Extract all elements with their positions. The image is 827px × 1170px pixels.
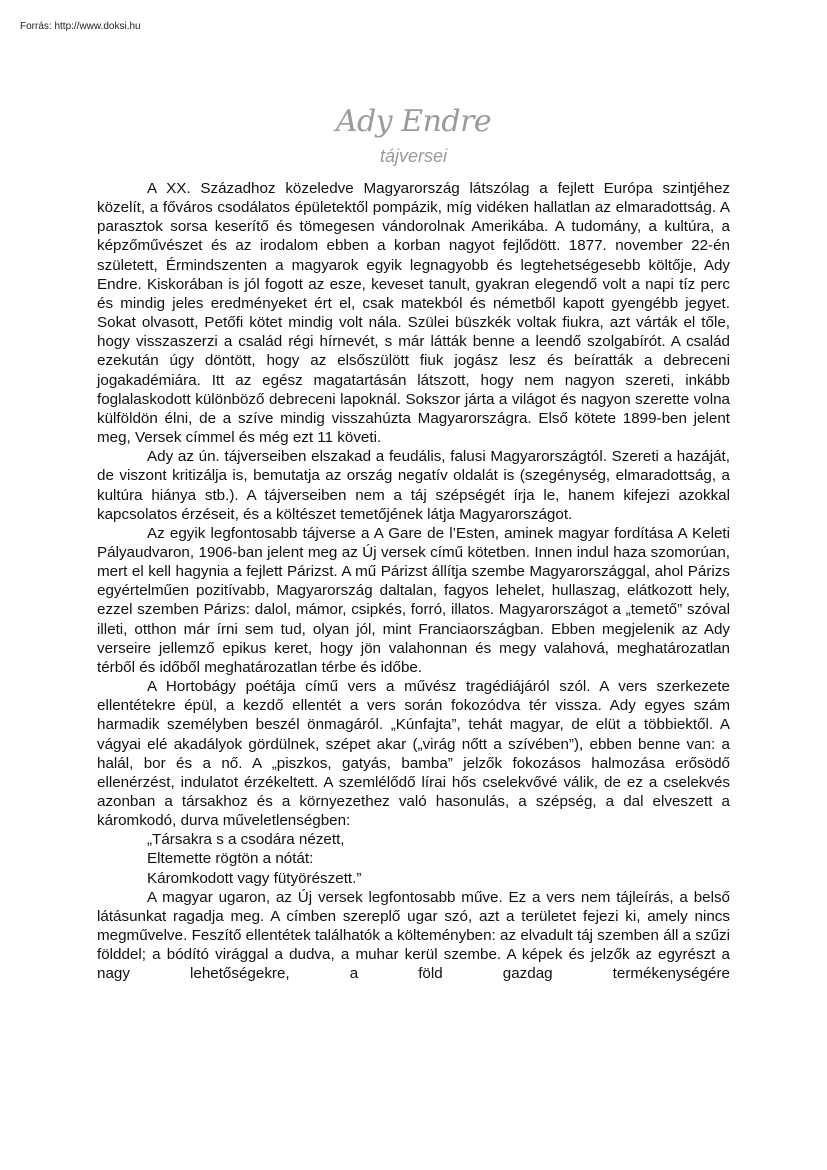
poem-quote	[97, 830, 730, 887]
paragraph-gare-de-lest: Az egyik legfontosabb tájverse a A Gare de l’Esten, aminek magyar fordítása A Keleti Pályaudvaron, 1906-ban jelent meg az Új versek című kötetben. Innen indul haza szomorúan, mert el kell hagynia a fejlett Párizst. A mű Párizst állítja szembe Magyarországgal, ahol Párizs egyértelműen pozitívabb, Magyarország daltalan, fagyos lehelet, hullaszag, elátkozott hely, ezzel szemben Párizs: dalol, mámor, csipkés, forró, illatos. Magyarországot a „temető” szóval illeti, otthon már írni sem tud, olyan jól, mint Franciaországban. Ebben megjelenik az Ady verseire jellemző epikus keret, hogy jön valahonnan és megy valahová, meghatározatlan térből és időből meghatározatlan térbe és időbe.	[97, 524, 730, 676]
paragraph-hortobagy: A Hortobágy poétája című vers a művész tragédiájáról szól. A vers szerkezete ellentétekre épül, a kezdő ellentét a vers során fokozódva tér vissza. Ady egyes szám harmadik személyben beszél önmagáról. „Kúnfajta”, tehát magyar, de elüt a többiektől. A vágyai elé akadályok gördülnek, szépet akar („virág nőtt a szívében”), ebben benne van: a halál, bor és a nő. A „piszkos, gatyás, bamba” jelzők fokozásos halmozása erősödő ellenérzést, indulatot érzékeltett. A szemlélődő lírai hős cselekvővé válik, de ez a cselekvés azonban a társakhoz és a környezethez való hasonulás, a szépség, a dal elveszett a káromkodó, durva műveletlenségben:	[97, 678, 730, 830]
page-subtitle: tájversei	[379, 146, 448, 166]
quote-line: Káromkodott vagy fütyörészett.”	[147, 869, 362, 887]
quote-line: Eltemette rögtön a nótát:	[147, 850, 314, 868]
paragraph-tajversek: Ady az ún. tájverseiben elszakad a feudális, falusi Magyarországtól. Szereti a hazáját, de viszont kritizálja is, bemutatja az ország negatív oldalát is (szegénység, elmaradottság, a kultúra hiánya stb.). A tájverseiben nem a táj szépségét írja le, hanem kifejezi azokkal kapcsolatos érzéseit, és a költészet temetőjének látja Magyarországot.	[97, 448, 730, 523]
source-note: Forrás: http://www.doksi.hu	[20, 21, 141, 32]
quote-line: „Társakra s a csodára nézett,	[147, 831, 345, 849]
paragraph-intro: A XX. Századhoz közeledve Magyarország látszólag a fejlett Európa szintjéhez közelít, a főváros csodálatos épületektől pompázik, míg vidéken hallatlan az elmaradottság. A parasztok sorsa keserítő és tömegesen vándorolnak Amerikába. A tudomány, a kultúra, a képzőművészet és az irodalom ebben a korban nagyot fejlődött. 1877. november 22-én született, Érmindszenten a magyarok egyik legnagyobb és legtehetségesebb költője, Ady Endre. Kiskorában is jól fogott az esze, keveset tanult, gyakran elegendő volt a napi tíz perc és mindig jeles eredményeket ért el, csak matekból és németből kapott gyengébb jegyet. Sokat olvasott, Petőfi kötet mindig volt nála. Szülei büszkék voltak fiukra, azt várták el tőle, hogy visszaszerzi a család régi hírnevét, s már látták benne a leendő szolgabírót. A család ezekután úgy döntött, hogy az elsőszülött fiuk jogász lesz és beíratták a debreceni jogakadémiára. Itt az egész magatartásán látszott, hogy nem nagyon szereti, inkább foglalaskodott különböző debreceni lapoknál. Sokszor járta a világot és nagyon szerette volna külföldön élni, de a szíve mindig visszahúzta Magyarországra. Első kötete 1899-ben jelent meg, Versek címmel és még ezt 11 követi.	[97, 180, 730, 447]
page-title: Ady Endre	[335, 104, 492, 139]
paragraph-magyar-ugaron: A magyar ugaron, az Új versek legfontosabb műve. Ez a vers nem tájleírás, a belső látásunkat ragadja meg. A címben szereplő ugar szó, azt a területet fejezi ki, amely nincs megművelve. Feszítő ellentétek találhatók a költeményben: az elvadult táj szemben áll a szűzi földdel; a bódító virággal a dudva, a muhar kerül szembe. A képek és jelzők az egyrészt a nagy lehetőségekre, a föld gazdag termékenységére	[97, 888, 730, 983]
title-block	[0, 102, 827, 168]
document-body	[97, 179, 730, 984]
